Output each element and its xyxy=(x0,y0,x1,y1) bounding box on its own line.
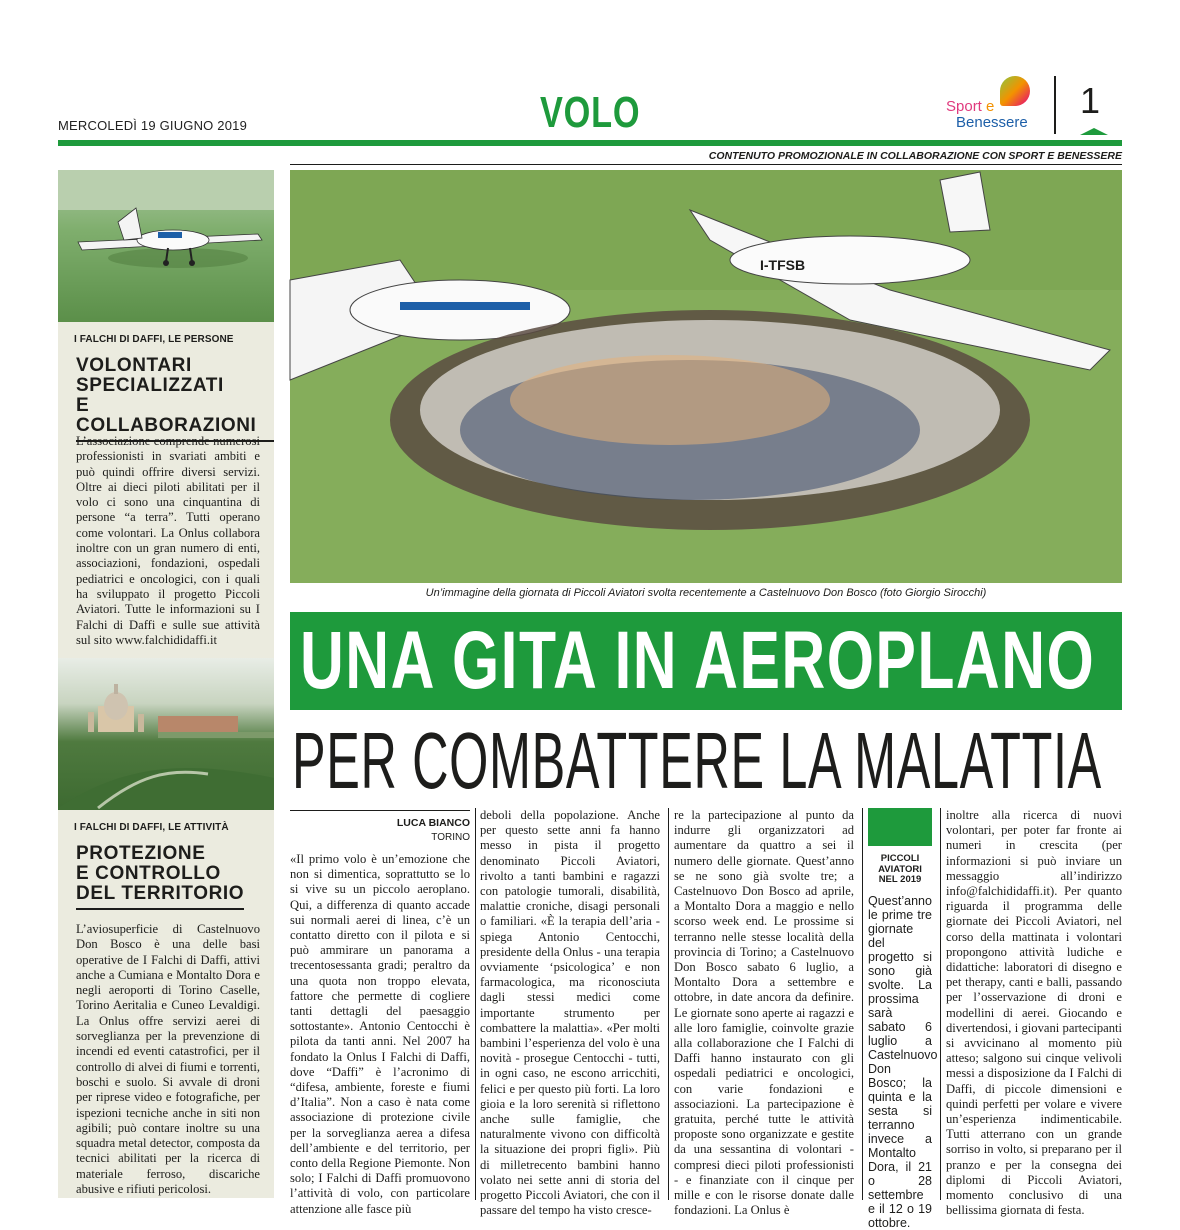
author-name: LUCA BIANCO xyxy=(396,817,470,829)
column-divider xyxy=(940,808,941,1200)
infobox-title xyxy=(868,854,932,886)
article-column-3: re la partecipazione al punto da indurre gli organizzatori ad aumentare da quattro a sei il numero delle giornate. Quest’anno se ne sono già svolte tre; a Castelnuovo Don Bosco ad aprile, a Montalto Dora a maggio e nello scorso week end. Le prossime si terranno nelle stesse località della provincia di Torino; a Castelnuovo Don Bosco sabato 6 luglio, a Montalto Dora a settembre e ottobre, in date ancora da definire. Le giornate sono aperte ai ragazzi e alle loro famiglie, coinvolte grazie alla collaborazione che I Falchi di Daffi hanno instaurato con gli ospedali pediatrici e oncologici, con varie fondazioni e associazioni. La partecipazione è gratuita, perché tutte le attività proposte sono organizzate e gestite da una sessantina di volontari - compresi dieci piloti professionisti - e finanziate con il cinque per mille e con le risorse donate dalle fondazioni. La Onlus è xyxy=(674,808,854,1218)
infobox-piccoli-aviatori xyxy=(868,808,938,1230)
logo-word-sport: Sport xyxy=(946,98,982,115)
sidebar-box-persone xyxy=(58,322,274,658)
airplane-illustration xyxy=(58,170,274,322)
plane-registration: I-TFSB xyxy=(760,257,806,273)
page-marker-icon xyxy=(1080,128,1108,135)
basilica-illustration xyxy=(58,658,274,810)
sidebar-title-line: DEL TERRITORIO xyxy=(76,883,245,904)
sidebar-title xyxy=(76,356,274,442)
sidebar-title-line: E COLLABORAZIONI xyxy=(76,395,257,436)
author-location: TORINO xyxy=(431,832,470,843)
photo-caption: Un’immagine della giornata di Piccoli Aviatori svolta recentemente a Castelnuovo Don Bosco (foto Giorgio Sirocchi) xyxy=(425,587,987,599)
sport-e-benessere-logo xyxy=(946,76,1038,136)
infobox-title-line: PICCOLI xyxy=(880,853,920,864)
byline xyxy=(290,810,470,843)
column-divider xyxy=(475,808,476,1200)
sidebar-title-line: PROTEZIONE xyxy=(76,843,206,864)
infobox-text: Quest’anno le prime tre giornate del progetto si sono già svolte. La prossima sarà sabato 6 luglio a Castelnuovo Don Bosco; la quinta e la sesta si terranno invece a Montalto Dora, il 21 o 28 settembre e il 12 o 19 ottobre. xyxy=(868,894,938,1230)
promo-notice: CONTENUTO PROMOZIONALE IN COLLABORAZIONE CON SPORT E BENESSERE xyxy=(708,150,1122,162)
sidebar-photo-airplane xyxy=(58,170,274,322)
infobox-title-line: NEL 2019 xyxy=(878,874,922,885)
column-divider xyxy=(862,808,863,1200)
issue-date: MERCOLEDÌ 19 GIUGNO 2019 xyxy=(58,118,248,133)
article-column-1: «Il primo volo è un’emozione che non si dimentica, soprattutto se lo si vive su un piccolo aeroplano. Qui, a differenza di quanto accade sui normali aerei di linea, c’è un contatto diretto con il pilota e si può ammirare un panorama a trecentosessanta gradi; peraltro da una quota non troppo elevata, fattore che permette di cogliere tanti dettagli del paesaggio sottostante». Antonio Centocchi è pilota da tanti anni. Nel 2007 ha fondato la Onlus I Falchi di Daffi, dove “Daffi” è l’acronimo di “difesa, ambiente, foreste e fiumi d’Italia”. Non a caso è nata come associazione di protezione civile per la sorveglianza aerea a difesa dell’ambiente e del territorio, per conto della Regione Piemonte. Non solo; I Falchi di Daffi promuovono l’attività di volo, con particolare attenzione alle fasce più xyxy=(290,852,470,1216)
headline-sub: PER COMBATTERE LA MALATTIA xyxy=(292,716,1102,805)
sidebar-title xyxy=(76,844,244,910)
sidebar-title-line: VOLONTARI xyxy=(76,355,192,376)
sidebar-kicker: I FALCHI DI DAFFI, LE ATTIVITÀ xyxy=(74,822,229,833)
sidebar-box-attivita xyxy=(58,810,274,1198)
sidebar-kicker: I FALCHI DI DAFFI, LE PERSONE xyxy=(74,334,234,345)
column-divider xyxy=(668,808,669,1200)
infobox-green-square xyxy=(868,808,932,846)
article-column-2: deboli della popolazione. Anche per questo sette anni fa hanno messo in pista il progetto denominato Piccoli Aviatori, rivolto a tanti bambini e ragazzi con patologie tumorali, disabilità, malattie croniche, disagi personali o familiari. «È la terapia dell’aria - spiega Antonio Centocchi, presidente della Onlus - una terapia ovviamente ‘psicologica’ e non farmacologica, ma riconosciuta dagli stessi medici come importante strumento per combattere la malattia». «Per molti bambini l’esperienza del volo è una novità - prosegue Centocchi - tutti, in ogni caso, ne escono arricchiti, felici e per questo più forti. La loro gioia e la loro serenità si riflettono anche sulle famiglie, che naturalmente vivono con difficoltà la situazione dei propri figli». Più di milletrecento bambini hanno volato nei sette anni di storia del progetto Piccoli Aviatori, che con il passare del tempo ha visto cresce- xyxy=(480,808,660,1218)
sidebar-title-line: E CONTROLLO xyxy=(76,863,221,884)
article-column-4: inoltre alla ricerca di nuovi volontari, per poter far fronte ai numeri in crescita (per informazioni si può inviare un messaggio all’indirizzo info@falchididaffi.it). Per quanto riguarda il programma delle giornate dei Piccoli Aviatori, nel corso della mattinata i volontari propongono attività ludiche e didattiche: laboratori di disegno e pet therapy, canti e balli, passando per l’osservazione di droni e modellini di aerei. Giocando e divertendosi, i giovani partecipanti si avvicinano al momento più atteso; salgono sui cinque velivoli messi a disposizione da I Falchi di Daffi, di piccole dimensioni e quindi perfetti per volare e vivere un’esperienza indimenticabile. Tutti atterrano con un grande sorriso in volto, si preparano per il pranzo e per la consegna dei diplomi di Piccoli Aviatori, momento conclusivo di una bellissima giornata di festa. xyxy=(946,808,1122,1218)
main-photo-group xyxy=(290,170,1122,583)
header-divider xyxy=(1054,76,1056,134)
sidebar-photo-basilica xyxy=(58,658,274,810)
section-title: VOLO xyxy=(540,88,641,137)
infobox-title-line: AVIATORI xyxy=(878,863,922,875)
sidebar-title-line: SPECIALIZZATI xyxy=(76,375,224,396)
logo-mark-icon xyxy=(1000,76,1030,106)
sidebar-text: L’aviosuperficie di Castelnuovo Don Bosco è una delle basi operative de I Falchi di Daffi, attivi anche a Cumiana e Montalto Dora e negli aeroporti di Torino Caselle, Torino Aeritalia e Cuneo Levaldigi. La Onlus offre servizi aerei di sorveglianza per la prevenzione di incendi ed eventi catastrofici, per il controllo di alvei di fiumi e torrenti, boschi e suolo. Si avvale di droni per riprese video e fotografiche, per ispezioni tecniche anche in siti non agibili; può contare inoltre su una squadra metal detector, composta da tecnici abilitati per la ricerca di materiale ferroso, discariche abusive e rifiuti pericolosi. xyxy=(76,922,260,1197)
logo-word-e: e xyxy=(986,98,995,115)
page-number: 1 xyxy=(1080,80,1101,121)
header-rule xyxy=(58,140,1122,146)
promo-rule xyxy=(290,164,1122,165)
sidebar-text: L’associazione comprende numerosi professionisti in svariati ambiti e può quindi offrire diversi servizi. Oltre ai dieci piloti abilitati per il volo ci sono una cinquantina di persone “a terra”. Tutti operano come volontari. La Onlus collabora inoltre con un gran numero di enti, associazioni, fondazioni, ospedali pediatrici e oncologici, con i quali ha sviluppato il progetto Piccoli Aviatori. Tutte le informazioni su I Falchi di Daffi e sulle sue attività sul sito www.falchididaffi.it xyxy=(76,434,260,647)
headline-main: UNA GITA IN AEROPLANO xyxy=(300,615,1096,706)
group-photo-illustration xyxy=(290,170,1122,583)
logo-word-benessere: Benessere xyxy=(956,114,1028,131)
